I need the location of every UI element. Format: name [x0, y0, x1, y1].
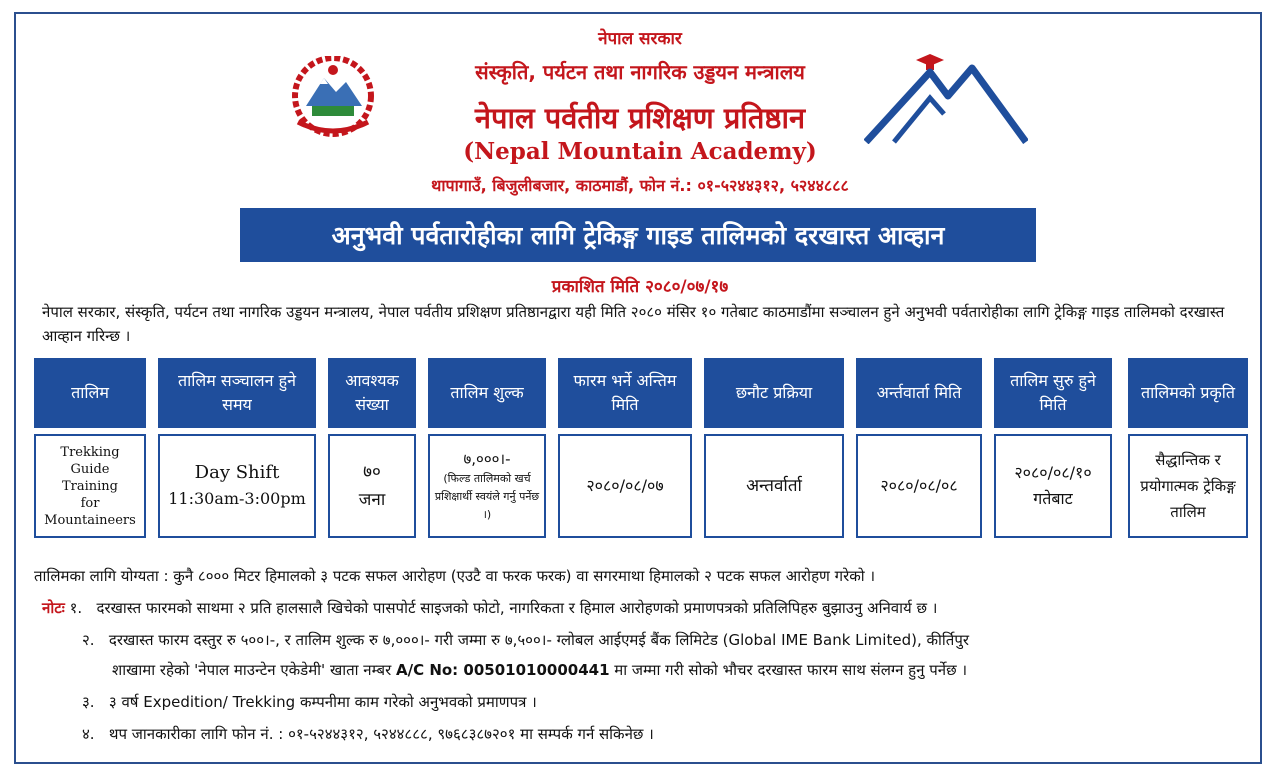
header-fee: तालिम शुल्क [428, 358, 546, 428]
note-2 [82, 630, 969, 650]
government-heading: नेपाल सरकार [598, 29, 682, 49]
training-line-4: Mountaineers [44, 512, 136, 528]
header-nature: तालिमको प्रकृति [1128, 358, 1248, 428]
start-date-value: २०८०/०८/१० [1014, 463, 1092, 482]
note-4-number: ४. [82, 725, 95, 743]
note-2-line-2-prefix: शाखामा रहेको 'नेपाल माउन्टेन एकेडेमी' खाता नम्बर [112, 661, 392, 679]
header-last-date: फारम भर्ने अन्तिम मिति [558, 358, 692, 428]
academy-address: थापागाउँ, बिजुलीबजार, काठमाडौं, फोन नं.: ०१-५२४४३१२, ५२४४८८८ [431, 176, 849, 195]
header-required-count: आवश्यक संख्या [328, 358, 416, 428]
header-interview-date: अर्न्तवार्ता मिति [856, 358, 982, 428]
count-unit: जना [358, 490, 386, 510]
cell-training [34, 434, 146, 538]
account-number: A/C No: 00501010000441 [396, 661, 610, 679]
note-1-number: १. [69, 599, 83, 617]
nature-value: सैद्धान्तिक र प्रयोगात्मक ट्रेकिङ्ग तालिम [1140, 451, 1236, 521]
fee-value: ७,०००।- [463, 450, 511, 468]
training-line-1: Trekking Guide [60, 444, 120, 477]
note-2-text: दरखास्त फारम दस्तुर रु ५००।-, र तालिम शुल्क रु ७,०००।- गरी जम्मा रु ७,५००।- ग्लोबल आईएमई बैंक लिमिटेड (Global IME Bank Limited), कीर्तिपुर [108, 631, 969, 649]
ministry-heading: संस्कृति, पर्यटन तथा नागरिक उड्डयन मन्त्रालय [475, 60, 805, 84]
notes-label: नोटः [42, 599, 65, 617]
cell-selection [704, 434, 844, 538]
header-schedule: तालिम सञ्चालन हुने समय [158, 358, 316, 428]
cell-nature [1128, 434, 1248, 538]
selection-value: अन्तर्वार्ता [746, 476, 802, 496]
note-2-number: २. [82, 631, 95, 649]
eligibility-text: तालिमका लागि योग्यता : कुनै ८००० मिटर हिमालको ३ पटक सफल आरोहण (एउटै वा फरक फरक) वा सगरमाथा हिमालको २ पटक सफल आरोहण गरेको । [34, 567, 876, 585]
count-value: ७० [363, 462, 381, 482]
fee-note: (फिल्ड तालिमको खर्च प्रशिक्षार्थी स्वयंले गर्नु पर्नेछ ।) [434, 472, 540, 521]
training-line-3: for [80, 495, 100, 511]
note-1 [42, 598, 937, 618]
cell-start-date [994, 434, 1112, 538]
last-date-value: २०८०/०८/०७ [586, 476, 664, 495]
cell-fee [428, 434, 546, 538]
published-date: प्रकाशित मिति २०८०/०७/१७ [551, 277, 729, 297]
note-1-text: दरखास्त फारमको साथमा २ प्रति हालसालै खिचेको पासपोर्ट साइजको फोटो, नागरिकता र हिमाल आरोहणको प्रमाणपत्रको प्रतिलिपिहरु बुझाउनु अनिवार्य छ । [96, 599, 938, 617]
academy-title: नेपाल पर्वतीय प्रशिक्षण प्रतिष्ठान [474, 101, 806, 135]
note-4-text: थप जानकारीका लागि फोन नं. : ०१-५२४४३१२, ५२४४८८८, ९७६८३८७२०१ मा सम्पर्क गर्न सकिनेछ । [108, 725, 654, 743]
note-3 [82, 692, 537, 712]
notice-banner: अनुभवी पर्वतारोहीका लागि ट्रेकिङ्ग गाइड तालिमको दरखास्त आव्हान [240, 208, 1036, 262]
note-3-text: ३ वर्ष Expedition/ Trekking कम्पनीमा काम गरेको अनुभवको प्रमाणपत्र । [108, 693, 537, 711]
cell-required-count [328, 434, 416, 538]
academy-title-english: (Nepal Mountain Academy) [463, 138, 817, 165]
header-training: तालिम [34, 358, 146, 428]
shift-label: Day Shift [194, 462, 280, 483]
note-4 [82, 724, 654, 744]
header-start-date: तालिम सुरु हुने मिति [994, 358, 1112, 428]
note-3-number: ३. [82, 693, 95, 711]
cell-schedule [158, 434, 316, 538]
cell-interview-date [856, 434, 982, 538]
shift-time: 11:30am-3:00pm [168, 489, 306, 508]
intro-paragraph: नेपाल सरकार, संस्कृति, पर्यटन तथा नागरिक उड्डयन मन्त्रालय, नेपाल पर्वतीय प्रशिक्षण प्रतिष्ठानद्वारा यही मिति २०८० मंसिर १० गतेबाट काठमाडौंमा सञ्चालन हुने अनुभवी पर्वतारोहीका लागि ट्रेकिङ्ग गाइड तालिमको दरखास्त आव्हान गरिन्छ । [42, 303, 1225, 345]
training-line-2: Training [61, 478, 119, 494]
interview-date-value: २०८०/०८/०८ [880, 476, 958, 495]
note-2-continued [112, 660, 967, 680]
start-date-suffix: गतेबाट [1033, 489, 1073, 508]
cell-last-date [558, 434, 692, 538]
header-selection: छनौट प्रक्रिया [704, 358, 844, 428]
note-2-line-2-suffix: मा जम्मा गरी सोको भौचर दरखास्त फारम साथ संलग्न हुनु पर्नेछ । [614, 661, 968, 679]
